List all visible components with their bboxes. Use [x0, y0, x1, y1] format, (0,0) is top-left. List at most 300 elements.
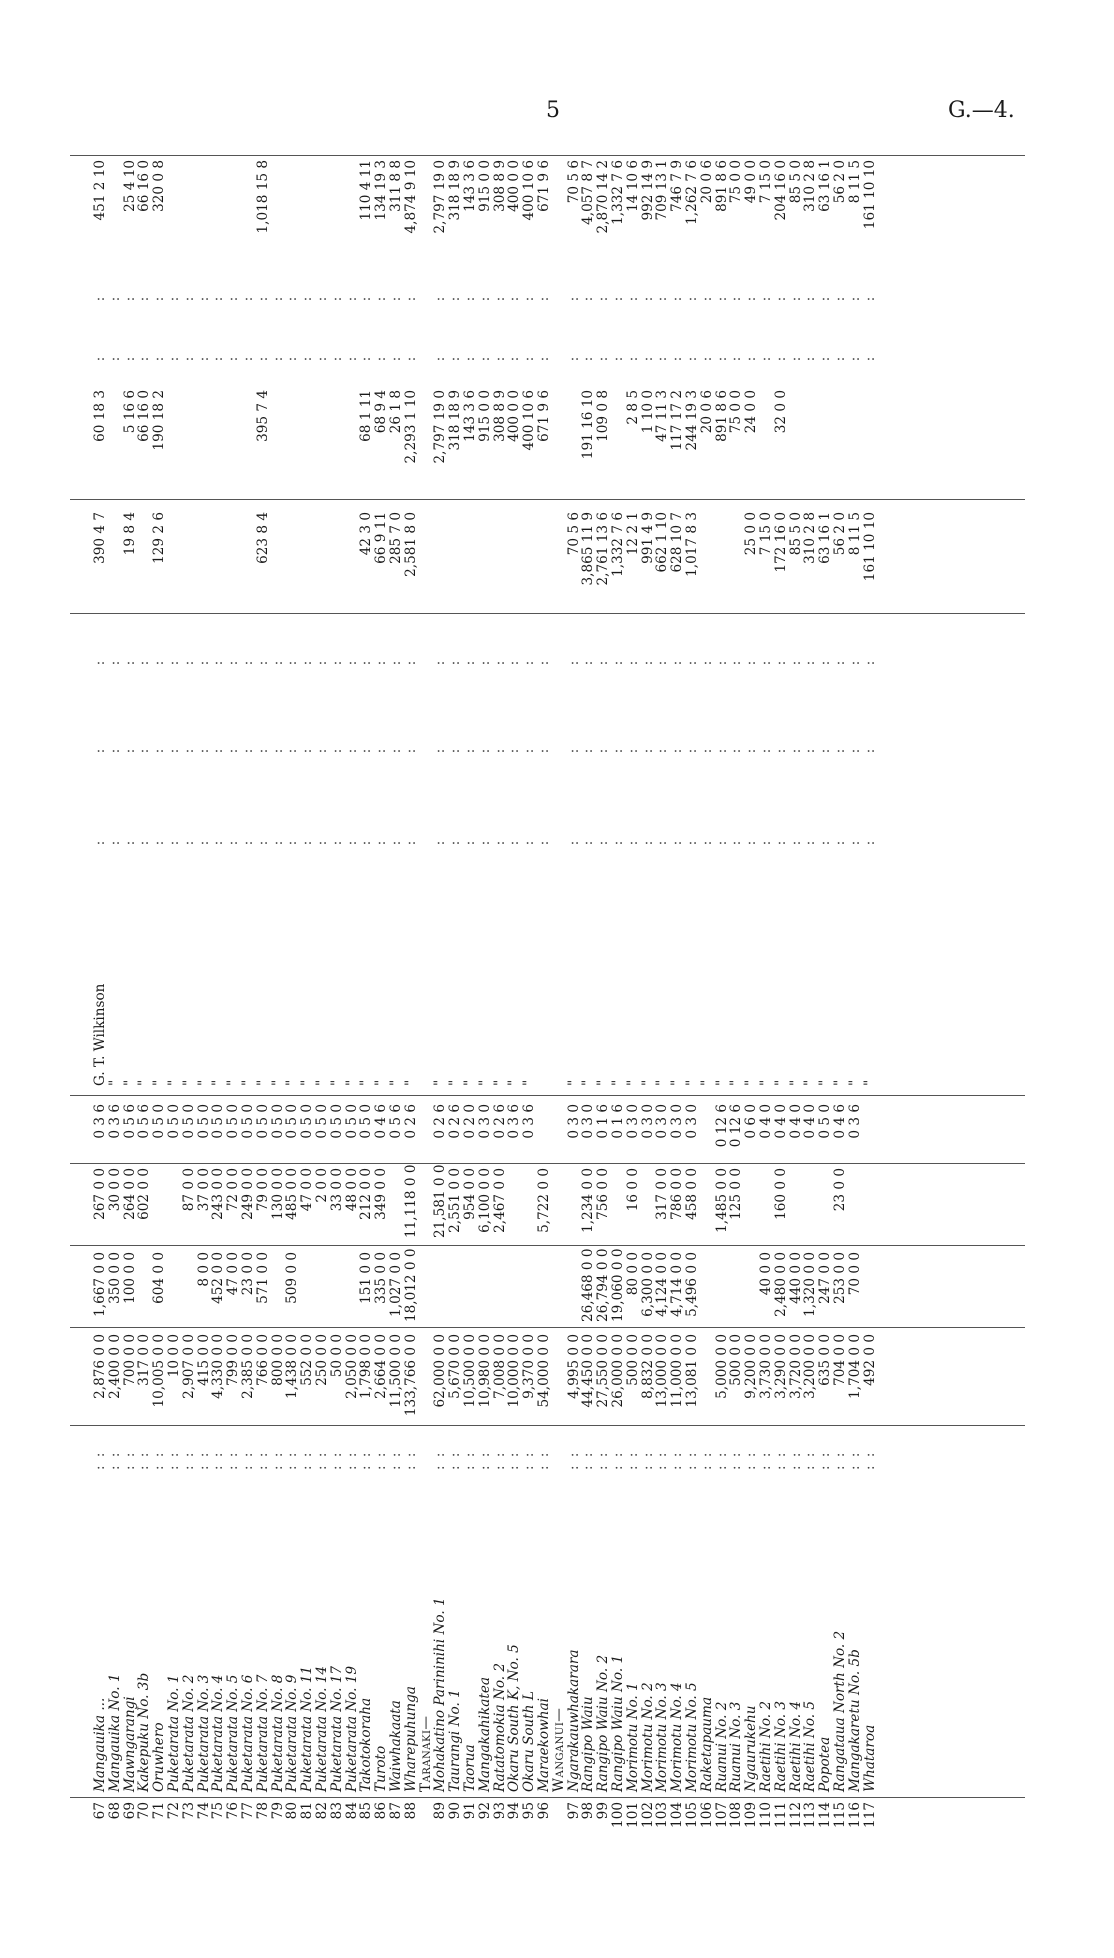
leader-dots: :	[832, 660, 848, 666]
leader-dots: : :	[743, 1450, 760, 1470]
amount-value: 12 2 1	[624, 512, 641, 556]
area-value: 11,118 0 0	[402, 1164, 419, 1238]
leader-dots: :	[136, 748, 153, 754]
leader-dots: :	[669, 748, 686, 754]
leader-dots: : :	[388, 1450, 404, 1470]
leader-dots: :	[92, 748, 108, 754]
leader-dots: : :	[624, 1450, 641, 1470]
leader-dots: : :	[121, 1450, 138, 1470]
leader-dots: :	[713, 356, 730, 362]
leader-dots: :	[136, 296, 153, 302]
block-name: Morimotu No. 4	[669, 1682, 686, 1792]
amount-value: 308 8 9	[491, 390, 508, 442]
leader-dots: :	[284, 356, 301, 362]
area-acres: 2,400 0 0	[106, 1334, 123, 1399]
area-acres: 9,200 0 0	[743, 1334, 760, 1399]
block-name: Oruwhero	[151, 1722, 168, 1792]
amount-value: 60 18 3	[92, 390, 108, 442]
leader-dots: :	[521, 356, 538, 362]
block-name: Puketarata No. 3	[195, 1674, 212, 1792]
leader-dots: :	[713, 840, 730, 846]
leader-dots: :	[536, 748, 552, 754]
leader-dots: :	[180, 660, 197, 666]
total-value: 2,797 19 0	[432, 160, 449, 234]
leader-dots: :	[536, 296, 552, 302]
row-number: 79	[269, 1802, 286, 1820]
leader-dots: :	[624, 356, 641, 362]
leader-dots: : :	[654, 1450, 671, 1470]
leader-dots: :	[240, 660, 256, 666]
leader-dots: :	[728, 296, 745, 302]
area-acres: 317 0 0	[136, 1334, 153, 1386]
leader-dots: :	[758, 660, 774, 666]
table-row	[582, 150, 595, 1850]
amount-value: 915 0 0	[476, 390, 493, 442]
leader-dots: :	[180, 840, 197, 846]
total-value: 709 13 1	[654, 160, 671, 221]
row-number: 100	[610, 1802, 626, 1828]
row-number: 89	[432, 1802, 449, 1820]
leader-dots: :	[269, 356, 286, 362]
leader-dots: :	[166, 748, 182, 754]
leader-dots: :	[787, 660, 804, 666]
rate-value: 0 2 6	[491, 1104, 508, 1139]
table-row	[772, 150, 789, 1850]
area-value: 1,667 0 0	[92, 1252, 108, 1317]
amount-value: 2,581 8 0	[402, 512, 419, 577]
leader-dots: :	[521, 296, 538, 302]
leader-dots: :	[536, 840, 552, 846]
leader-dots: :	[447, 296, 464, 302]
surveyor-name: "	[314, 1079, 330, 1086]
leader-dots: :	[802, 748, 819, 754]
row-number: 71	[151, 1802, 168, 1820]
leader-dots: :	[432, 748, 449, 754]
rate-value: 0 1 6	[610, 1104, 626, 1139]
rate-value: 0 5 6	[388, 1104, 404, 1139]
leader-dots: :	[817, 296, 834, 302]
leader-dots: : :	[314, 1450, 330, 1470]
area-acres: 50 0 0	[328, 1334, 345, 1378]
rate-value: 0 5 0	[210, 1104, 227, 1139]
leader-dots: :	[106, 660, 123, 666]
surveyor-name: "	[195, 1079, 212, 1086]
surveyor-name: "	[151, 1079, 168, 1086]
leader-dots: :	[654, 660, 671, 666]
total-value: 204 16 0	[772, 160, 789, 221]
leader-dots: :	[861, 840, 878, 846]
table-row	[834, 150, 847, 1850]
table-row	[464, 150, 477, 1850]
surveyor-name: "	[210, 1079, 227, 1086]
leader-dots: :	[772, 660, 789, 666]
leader-dots: :	[491, 748, 508, 754]
block-name: Morimotu No. 2	[639, 1682, 656, 1792]
block-name: Raetihi No. 5	[802, 1700, 819, 1792]
amount-value: 623 8 4	[254, 512, 271, 564]
table-row	[730, 150, 743, 1850]
leader-dots: :	[698, 296, 715, 302]
leader-dots: :	[713, 748, 730, 754]
leader-dots: :	[624, 296, 641, 302]
leader-dots: :	[447, 660, 464, 666]
rate-value: 0 4 0	[758, 1104, 774, 1139]
area-value: 786 0 0	[669, 1168, 686, 1220]
leader-dots: :	[639, 356, 656, 362]
leader-dots: :	[358, 748, 375, 754]
leader-dots: :	[787, 748, 804, 754]
area-acres: 552 0 0	[299, 1334, 316, 1386]
leader-dots: :	[743, 660, 760, 666]
area-value: 40 0 0	[758, 1252, 774, 1296]
block-name: Popotea	[817, 1736, 834, 1792]
area-value: 604 0 0	[151, 1252, 168, 1304]
leader-dots: :	[565, 296, 582, 302]
total-value: 56 2 0	[832, 160, 848, 204]
leader-dots: :	[358, 840, 375, 846]
block-name: Rangataua North No. 2	[832, 1630, 848, 1792]
total-value: 891 8 6	[713, 160, 730, 212]
leader-dots: :	[536, 356, 552, 362]
leader-dots: :	[728, 660, 745, 666]
surveyor-name: "	[180, 1079, 197, 1086]
leader-dots: :	[210, 296, 227, 302]
amount-value: 117 17 2	[669, 390, 686, 451]
leader-dots: :	[447, 356, 464, 362]
row-number: 86	[373, 1802, 390, 1820]
table-row	[180, 150, 197, 1850]
leader-dots: :	[180, 748, 197, 754]
block-name: Rangipo Waiu No. 2	[595, 1654, 612, 1792]
block-name: Takotokoraha	[358, 1697, 375, 1792]
leader-dots: :	[225, 660, 242, 666]
leader-dots: : :	[328, 1450, 345, 1470]
leader-dots: :	[654, 748, 671, 754]
leader-dots: :	[861, 296, 878, 302]
rate-value: 0 2 6	[432, 1104, 449, 1139]
rate-value: 0 3 0	[624, 1104, 641, 1139]
amount-value: 25 0 0	[743, 512, 760, 556]
leader-dots: :	[432, 660, 449, 666]
rate-value: 0 3 6	[106, 1104, 123, 1139]
leader-dots: :	[802, 296, 819, 302]
block-name: Puketarata No. 17	[328, 1665, 345, 1792]
leader-dots: :	[491, 660, 508, 666]
leader-dots: :	[210, 660, 227, 666]
leader-dots: :	[462, 356, 478, 362]
rate-value: 0 2 6	[402, 1104, 419, 1139]
leader-dots: :	[476, 296, 493, 302]
amount-value: 8 11 5	[846, 512, 863, 556]
leader-dots: :	[654, 296, 671, 302]
leader-dots: : :	[610, 1450, 626, 1470]
table-row	[402, 150, 419, 1850]
area-value: 79 0 0	[254, 1168, 271, 1212]
leader-dots: : :	[506, 1450, 523, 1470]
block-name: Okaru South K, No. 5	[506, 1644, 523, 1792]
leader-dots: :	[624, 660, 641, 666]
area-acres: 2,907 0 0	[180, 1334, 197, 1399]
area-value: 33 0 0	[328, 1168, 345, 1212]
leader-dots: :	[817, 840, 834, 846]
leader-dots: :	[654, 840, 671, 846]
leader-dots: : :	[151, 1450, 168, 1470]
leader-dots: :	[106, 296, 123, 302]
surveyor-name: "	[728, 1079, 745, 1086]
amount-value: 161 10 10	[861, 512, 878, 582]
area-acres: 10,005 0 0	[151, 1334, 168, 1408]
leader-dots: :	[225, 748, 242, 754]
leader-dots: :	[121, 660, 138, 666]
amount-value: 318 18 9	[447, 390, 464, 451]
block-name: Morimotu No. 1	[624, 1682, 641, 1792]
rate-value: 0 4 0	[802, 1104, 819, 1139]
leader-dots: :	[402, 840, 419, 846]
area-acres: 492 0 0	[861, 1334, 878, 1386]
area-value: 47 0 0	[225, 1252, 242, 1296]
leader-dots: : :	[432, 1450, 449, 1470]
leader-dots: :	[817, 356, 834, 362]
total-value: 134 19 3	[373, 160, 390, 221]
area-acres: 4,330 0 0	[210, 1334, 227, 1399]
amount-value: 991 4 9	[639, 512, 656, 564]
leader-dots: :	[595, 660, 612, 666]
leader-dots: :	[106, 748, 123, 754]
leader-dots: :	[462, 296, 478, 302]
leader-dots: :	[314, 356, 330, 362]
leader-dots: :	[314, 660, 330, 666]
leader-dots: :	[136, 840, 153, 846]
leader-dots: : :	[669, 1450, 686, 1470]
surveyor-name: "	[432, 1079, 449, 1086]
area-acres: 2,385 0 0	[240, 1334, 256, 1399]
leader-dots: :	[269, 660, 286, 666]
table-row	[698, 150, 715, 1850]
block-name: Turoto	[373, 1745, 390, 1792]
rate-value: 0 3 6	[521, 1104, 538, 1139]
leader-dots: :	[299, 296, 316, 302]
block-name: Taorua	[462, 1744, 478, 1792]
surveyor-name: "	[358, 1079, 375, 1086]
leader-dots: :	[610, 356, 626, 362]
leader-dots: :	[506, 356, 523, 362]
area-acres: 700 0 0	[121, 1334, 138, 1386]
rate-value: 0 3 0	[669, 1104, 686, 1139]
area-acres: 3,720 0 0	[787, 1334, 804, 1399]
table-row	[656, 150, 669, 1850]
area-value: 954 0 0	[462, 1168, 478, 1220]
leader-dots: :	[240, 356, 256, 362]
block-name: Morimotu No. 5	[684, 1682, 700, 1792]
leader-dots: :	[536, 660, 552, 666]
leader-dots: :	[610, 296, 626, 302]
block-name: Kakepuku No. 3b	[136, 1672, 153, 1792]
surveyor-name: "	[225, 1079, 242, 1086]
surveyor-name: "	[506, 1079, 523, 1086]
leader-dots: :	[254, 356, 271, 362]
amount-value: 24 0 0	[743, 390, 760, 434]
leader-dots: :	[580, 296, 597, 302]
section-label: Wanganui—	[550, 1707, 567, 1792]
leader-dots: :	[402, 748, 419, 754]
row-number: 70	[136, 1802, 153, 1820]
row-number: 69	[121, 1802, 138, 1820]
leader-dots: :	[846, 748, 863, 754]
leader-dots: :	[669, 296, 686, 302]
leader-dots: :	[654, 356, 671, 362]
table-row	[639, 150, 656, 1850]
area-acres: 13,000 0 0	[654, 1334, 671, 1408]
area-value: 37 0 0	[195, 1168, 212, 1212]
table-row	[343, 150, 360, 1850]
block-name: Taurangi No. 1	[447, 1689, 464, 1792]
leader-dots: : :	[447, 1450, 464, 1470]
leader-dots: :	[343, 660, 360, 666]
row-number: 76	[225, 1802, 242, 1820]
area-value: 47 0 0	[299, 1168, 316, 1212]
block-name: Puketarata No. 14	[314, 1665, 330, 1792]
area-value: 2 0 0	[314, 1168, 330, 1203]
area-value: 509 0 0	[284, 1252, 301, 1304]
leader-dots: : :	[787, 1450, 804, 1470]
amount-value: 2 8 5	[624, 390, 641, 425]
leader-dots: :	[432, 296, 449, 302]
leader-dots: :	[92, 660, 108, 666]
surveyor-name: "	[121, 1079, 138, 1086]
leader-dots: :	[506, 840, 523, 846]
leader-dots: :	[151, 748, 168, 754]
leader-dots: :	[669, 356, 686, 362]
leader-dots: :	[817, 660, 834, 666]
amount-value: 3,865 11 9	[580, 512, 597, 586]
leader-dots: :	[121, 356, 138, 362]
row-number: 108	[728, 1802, 745, 1828]
surveyor-name: "	[343, 1079, 360, 1086]
row-number: 113	[802, 1802, 819, 1828]
surveyor-name: "	[758, 1079, 774, 1086]
leader-dots: :	[684, 748, 700, 754]
total-value: 63 16 1	[817, 160, 834, 212]
block-name: Raetihi No. 4	[787, 1700, 804, 1792]
table-row	[565, 150, 582, 1850]
block-name: Raetihi No. 3	[772, 1700, 789, 1792]
block-name: Puketarata No. 6	[240, 1674, 256, 1792]
leader-dots: :	[743, 748, 760, 754]
area-acres: 27,550 0 0	[595, 1334, 612, 1408]
area-acres: 4,995 0 0	[565, 1334, 582, 1399]
total-value: 8 11 5	[846, 160, 863, 204]
surveyor-name: "	[136, 1079, 153, 1086]
area-acres: 1,704 0 0	[846, 1334, 863, 1399]
rate-value: 0 6 0	[743, 1104, 760, 1139]
area-value: 4,124 0 0	[654, 1252, 671, 1317]
total-value: 318 18 9	[447, 160, 464, 221]
area-value: 485 0 0	[284, 1168, 301, 1220]
rate-value: 0 5 0	[254, 1104, 271, 1139]
amount-value: 2,797 19 0	[432, 390, 449, 464]
rate-value: 0 3 6	[846, 1104, 863, 1139]
block-name: Ngarakauwhakarara	[565, 1649, 582, 1792]
surveyor-name: "	[743, 1079, 760, 1086]
row-number: 87	[388, 1802, 404, 1820]
surveyor-name: "	[254, 1079, 271, 1086]
leader-dots: : :	[846, 1450, 863, 1470]
total-value: 25 4 10	[121, 160, 138, 212]
area-acres: 44,450 0 0	[580, 1334, 597, 1408]
table-row	[269, 150, 286, 1850]
leader-dots: :	[447, 748, 464, 754]
rate-value: 0 5 0	[195, 1104, 212, 1139]
block-name: Morimotu No. 3	[654, 1682, 671, 1792]
leader-dots: :	[476, 660, 493, 666]
amount-value: 143 3 6	[462, 390, 478, 442]
leader-dots: :	[565, 748, 582, 754]
leader-dots: :	[476, 356, 493, 362]
table-row	[138, 150, 151, 1850]
leader-dots: :	[817, 748, 834, 754]
area-acres: 10 0 0	[166, 1334, 182, 1378]
block-name: Mangakahikatea	[476, 1677, 493, 1792]
surveyor-name: "	[328, 1079, 345, 1086]
leader-dots: :	[684, 296, 700, 302]
leader-dots: :	[121, 296, 138, 302]
surveyor-name: "	[802, 1079, 819, 1086]
block-name: Puketarata No. 11	[299, 1665, 316, 1792]
amount-value: 47 11 3	[654, 390, 671, 442]
row-number: 83	[328, 1802, 345, 1820]
leader-dots: :	[624, 748, 641, 754]
rate-value: 0 5 0	[328, 1104, 345, 1139]
amount-value: 66 9 11	[373, 512, 390, 564]
block-name: Okaru South L	[521, 1691, 538, 1792]
area-value: 87 0 0	[180, 1168, 197, 1212]
row-number: 104	[669, 1802, 686, 1828]
total-value: 400 10 6	[521, 160, 538, 221]
amount-value: 191 16 10	[580, 390, 597, 460]
leader-dots: :	[299, 356, 316, 362]
leader-dots: :	[166, 356, 182, 362]
total-value: 143 3 6	[462, 160, 478, 212]
area-acres: 3,200 0 0	[802, 1334, 819, 1399]
area-value: 151 0 0	[358, 1252, 375, 1304]
block-name: Wharepuhunga	[402, 1686, 419, 1792]
area-value: 253 0 0	[832, 1252, 848, 1304]
leader-dots: : :	[491, 1450, 508, 1470]
leader-dots: :	[684, 356, 700, 362]
rate-value: 0 3 0	[639, 1104, 656, 1139]
row-number: 84	[343, 1802, 360, 1820]
section-heading	[550, 150, 567, 1850]
total-value: 1,332 7 6	[610, 160, 626, 225]
leader-dots: :	[861, 356, 878, 362]
total-value: 66 16 0	[136, 160, 153, 212]
total-value: 308 8 9	[491, 160, 508, 212]
area-acres: 415 0 0	[195, 1334, 212, 1386]
table-row	[760, 150, 773, 1850]
table-row	[861, 150, 878, 1850]
leader-dots: :	[580, 840, 597, 846]
table-row	[671, 150, 684, 1850]
land-survey-table	[70, 150, 1025, 1850]
leader-dots: :	[373, 356, 390, 362]
leader-dots: : :	[92, 1450, 108, 1470]
area-acres: 10,000 0 0	[506, 1334, 523, 1408]
surveyor-name: G. T. Wilkinson	[92, 983, 108, 1086]
row-number: 107	[713, 1802, 730, 1828]
block-name: Ruanui No. 2	[713, 1701, 730, 1792]
leader-dots: :	[284, 296, 301, 302]
leader-dots: :	[743, 356, 760, 362]
